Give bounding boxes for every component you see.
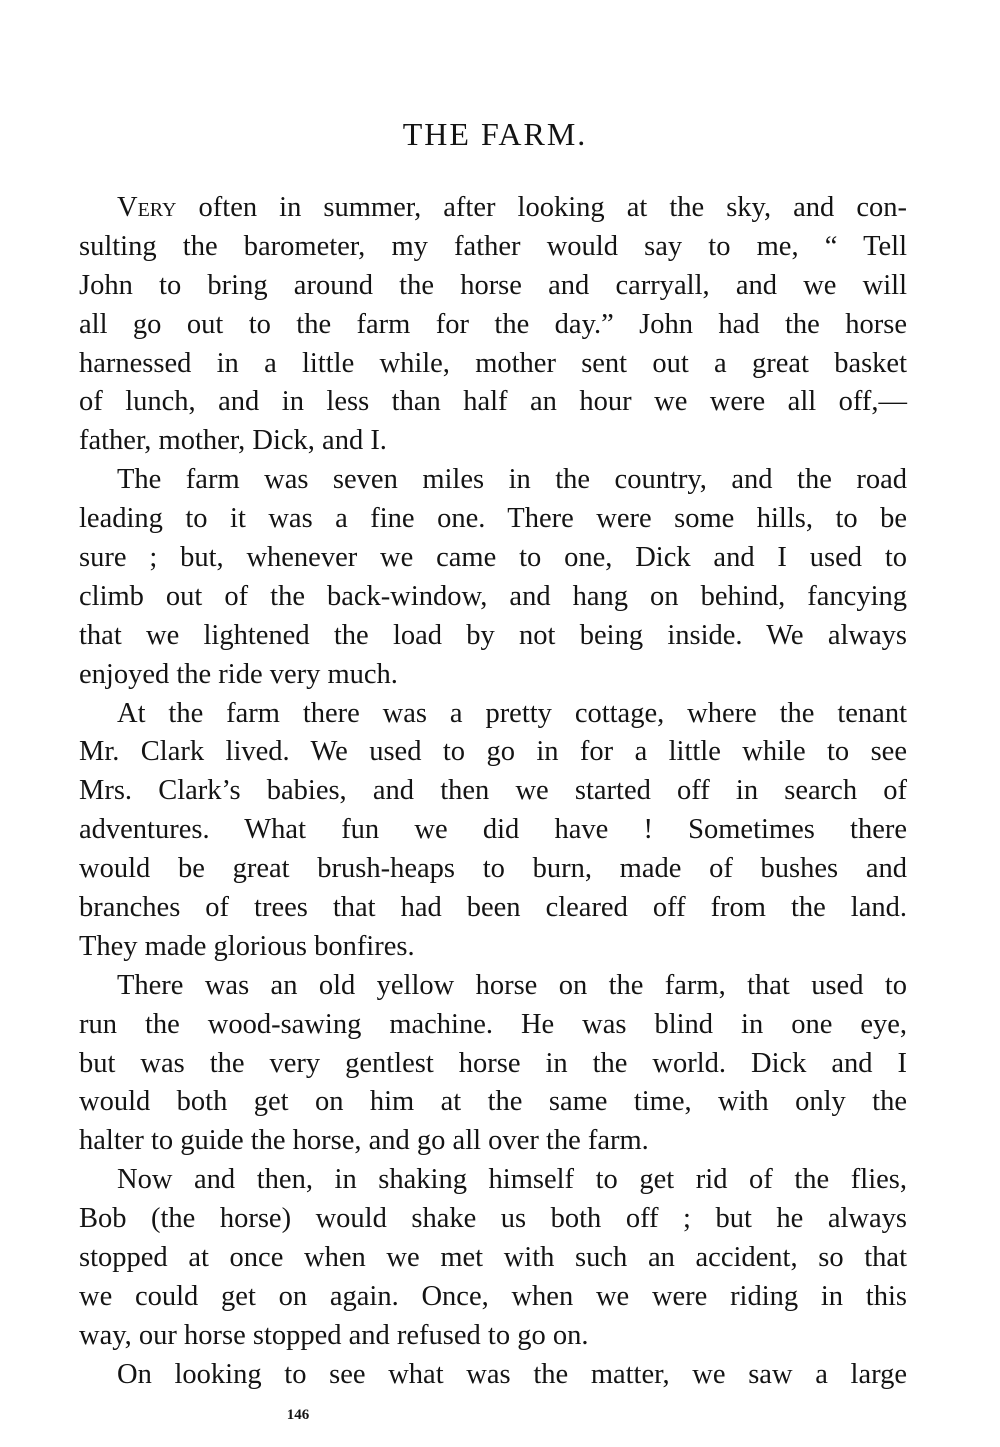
text-line: They made glorious bonfires. [79,930,415,962]
text-line: way, our horse stopped and refused to go on. [79,1319,589,1351]
text-line: Mr. Clark lived. We used to go in for a little while to see [79,736,907,768]
paragraph-5 [79,1161,907,1355]
paragraph-3 [79,695,907,967]
text-line: branches of trees that had been cleared off from the land. [79,892,907,924]
text-line: John to bring around the horse and carryall, and we will [79,269,907,301]
text-line: Mrs. Clark’s babies, and then we started off in search of [79,775,907,807]
text-line: sure ; but, whenever we came to one, Dick and I used to [79,542,907,574]
paragraph-4 [79,967,907,1161]
text-line: father, mother, Dick, and I. [79,425,387,457]
text-line: leading to it was a fine one. There were some hills, to be [79,503,907,535]
text-line: enjoyed the ride very much. [79,658,398,690]
paragraph-1 [79,189,907,461]
text-line: halter to guide the horse, and go all over the farm. [79,1125,649,1157]
text-line: Bob (the horse) would shake us both off ; but he always [79,1203,907,1235]
text-line: stopped at once when we met with such an accident, so that [79,1242,907,1274]
text-line: but was the very gentlest horse in the world. Dick and I [79,1047,907,1079]
paragraph-6 [79,1356,907,1395]
page-number: 146 [286,1407,310,1423]
text-line: The farm was seven miles in the country, and the road [117,464,907,496]
text-line: adventures. What fun we did have ! Sometimes there [79,814,907,846]
text-line: we could get on again. Once, when we were riding in this [79,1280,907,1312]
drop-word: Very [117,192,177,223]
chapter-body [79,189,907,1395]
text-line: On looking to see what was the matter, we saw a large [117,1358,907,1390]
chapter-title: THE FARM. [402,116,588,152]
text-line: of lunch, and in less than half an hour we were all off,— [79,386,907,418]
text-line: would be great brush-heaps to burn, made of bushes and [79,853,907,885]
text-line: harnessed in a little while, mother sent out a great basket [79,347,907,379]
text-line: run the wood-sawing machine. He was blind in one eye, [79,1008,907,1040]
text-line: would both get on him at the same time, with only the [79,1086,907,1118]
text-line: There was an old yellow horse on the farm, that used to [117,969,907,1001]
text-line: all go out to the farm for the day.” John had the horse [79,308,907,340]
text-line: that we lightened the load by not being inside. We always [79,619,907,651]
text-line: Very often in summer, after looking at the sky, and con- [117,192,907,223]
paragraph-2 [79,461,907,694]
text-line: sulting the barometer, my father would say to me, “ Tell [79,230,907,262]
text-line: climb out of the back-window, and hang on behind, fancying [79,580,907,612]
text-line: At the farm there was a pretty cottage, where the tenant [117,697,907,729]
text-line: Now and then, in shaking himself to get rid of the flies, [117,1164,907,1196]
